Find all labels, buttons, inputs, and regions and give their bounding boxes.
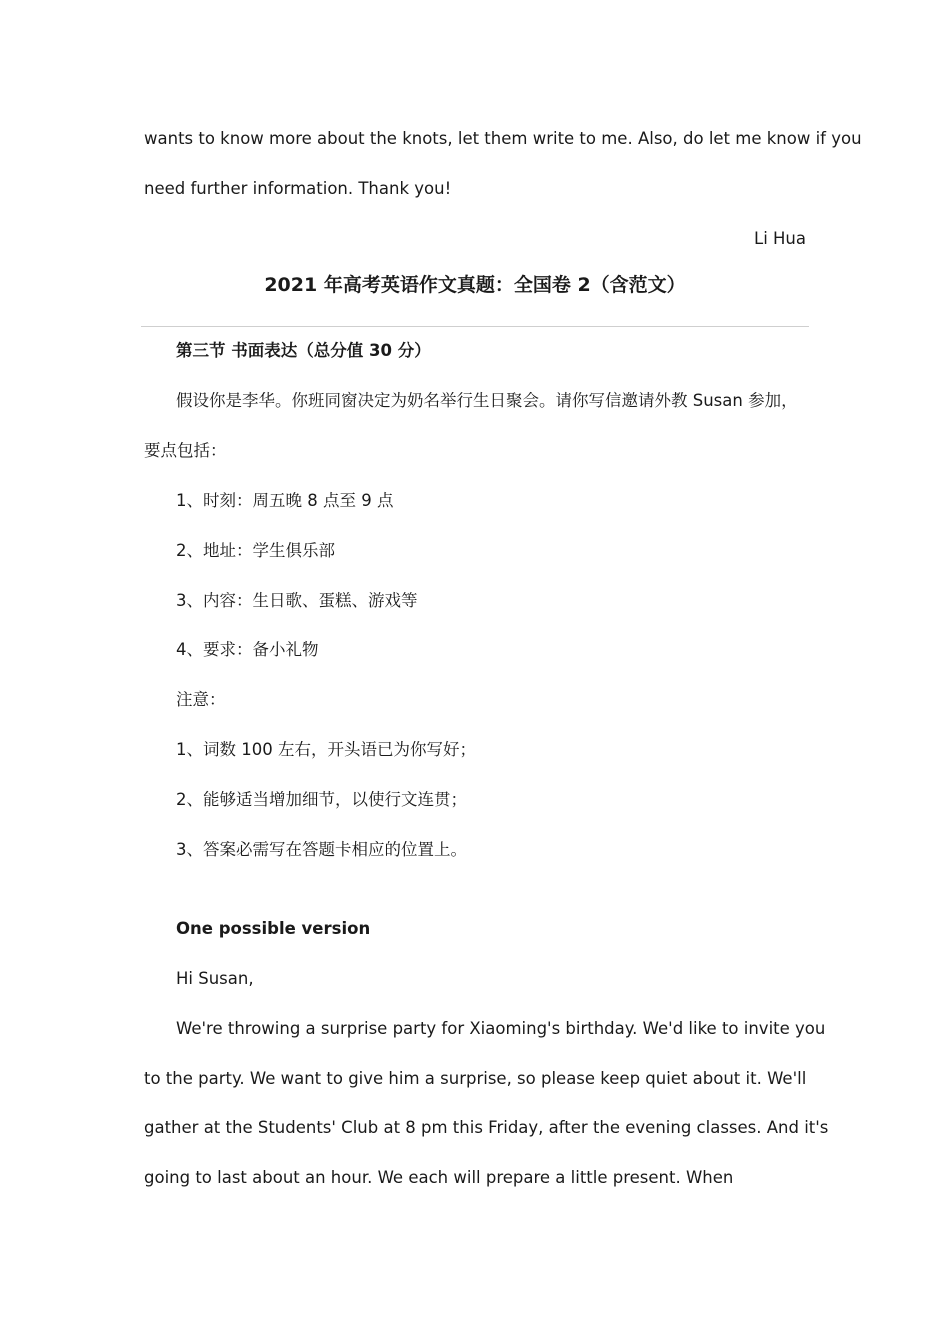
note-label: 注意：: [176, 690, 226, 709]
note-item: 2、能够适当增加细节，以使行文连贯；: [176, 790, 467, 809]
sample-body-line: We're throwing a surprise party for Xiaoming's birthday. We'd like to invite you: [176, 1019, 826, 1038]
sample-body-line: going to last about an hour. We each will prepare a little present. When: [144, 1168, 734, 1187]
point-item: 2、地址：学生俱乐部: [176, 541, 335, 560]
section-heading: 第三节 书面表达（总分值 30 分）: [176, 341, 431, 360]
point-item: 3、内容：生日歌、蛋糕、游戏等: [176, 591, 418, 610]
intro-text-line-1: wants to know more about the knots, let them write to me. Also, do let me know if you: [144, 129, 862, 148]
sample-greeting: Hi Susan,: [176, 969, 254, 988]
point-item: 4、要求：备小礼物: [176, 640, 319, 659]
sample-body-line: gather at the Students' Club at 8 pm this Friday, after the evening classes. And it's: [144, 1118, 829, 1137]
signature: Li Hua: [754, 229, 806, 248]
note-item: 3、答案必需写在答题卡相应的位置上。: [176, 840, 467, 859]
article-title: 2021 年高考英语作文真题：全国卷 2（含范文）: [264, 274, 686, 296]
sample-heading: One possible version: [176, 919, 371, 938]
intro-text-line-2: need further information. Thank you!: [144, 179, 452, 198]
prompt-line-2: 要点包括：: [144, 441, 227, 460]
divider: [141, 326, 809, 327]
sample-body-line: to the party. We want to give him a surprise, so please keep quiet about it. We'll: [144, 1069, 807, 1088]
point-item: 1、时刻：周五晚 8 点至 9 点: [176, 491, 394, 510]
prompt-line-1: 假设你是李华。你班同窗决定为奶名举行生日聚会。请你写信邀请外教 Susan 参加，: [176, 391, 798, 410]
note-item: 1、词数 100 左右，开头语已为你写好；: [176, 740, 476, 759]
